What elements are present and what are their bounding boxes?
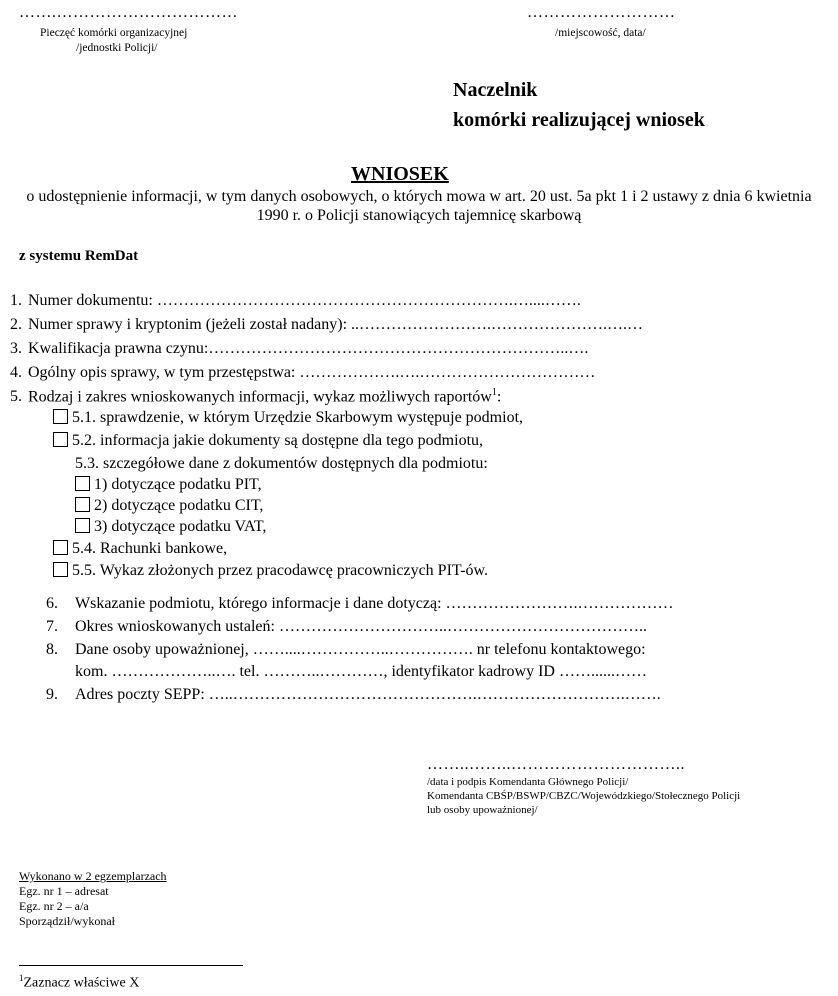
stamp-caption-1: Pieczęć komórki organizacyjnej	[40, 27, 188, 39]
addressee-line-2: komórki realizującej wniosek	[453, 109, 705, 131]
checkbox[interactable]	[53, 409, 68, 424]
item-9-text: Adres poczty SEPP: …..……………………………………….……………………….…….	[75, 686, 661, 703]
item-7-text: Okres wnioskowanych ustaleń: …………………………..………………………………..	[75, 618, 647, 635]
item-2	[0, 316, 643, 334]
item-text: Numer sprawy i kryptonim (jeżeli został nadany): ..…………………….………………….….…	[28, 316, 644, 333]
item-1	[0, 292, 581, 310]
copy-2-note: Egz. nr 2 – a/a	[19, 899, 89, 913]
item-8-text-line-1: Dane osoby upoważnionej, ……....……………..……………. nr telefonu kontaktowego:	[75, 641, 646, 658]
option-5-5[interactable]	[53, 562, 488, 580]
checkbox[interactable]	[53, 540, 68, 555]
item-number: 5.	[10, 388, 22, 406]
item-text: Kwalifikacja prawna czynu:…………………………………………………………..….	[28, 340, 589, 357]
option-5-1[interactable]	[53, 409, 523, 427]
item-8-number: 8.	[46, 641, 58, 658]
checkbox[interactable]	[75, 518, 90, 533]
footnote-rule	[19, 965, 243, 966]
stamp-dots: …….……………………………	[19, 4, 238, 21]
signature-caption-3: lub osoby upoważnionej/	[427, 804, 538, 816]
item-3	[0, 340, 588, 358]
option-label: 2) dotyczące podatku CIT,	[94, 497, 264, 514]
footnote	[19, 973, 139, 992]
signature-dots: ……..……..…………………………..	[427, 756, 685, 773]
item-9-number: 9.	[46, 686, 58, 703]
option-label: 5.5. Wykaz złożonych przez pracodawcę pracowniczych PIT-ów.	[72, 562, 489, 579]
author-note: Sporządził/wykonał	[19, 914, 115, 928]
signature-caption-1: /data i podpis Komendanta Głównego Policji/	[427, 776, 629, 788]
option-5-3-pit[interactable]	[75, 476, 262, 494]
option-label: 5.4. Rachunki bankowe,	[72, 540, 228, 557]
item-text: Ogólny opis sprawy, w tym przestępstwa: ……………….….……………………………	[28, 364, 596, 381]
option-label: 3) dotyczące podatku VAT,	[94, 518, 267, 535]
document-title: WNIOSEK	[351, 163, 449, 185]
item-text: Numer dokumentu: ………………………………………………………….…....…….	[28, 292, 581, 309]
option-5-4[interactable]	[53, 540, 227, 558]
footnote-ref: 1	[491, 387, 497, 398]
option-label: 5.2. informacja jakie dokumenty są dostępne dla tego podmiotu,	[72, 432, 484, 449]
copy-1-note: Egz. nr 1 – adresat	[19, 884, 109, 898]
item-5	[0, 387, 501, 406]
item-6-text: Wskazanie podmiotu, którego informacje i dane dotyczą: …………………….………………	[75, 595, 674, 612]
stamp-caption-2: /jednostki Policji/	[76, 42, 158, 54]
checkbox[interactable]	[53, 562, 68, 577]
option-label: 5.1. sprawdzenie, w którym Urzędzie Skarbowym występuje podmiot,	[72, 409, 524, 426]
option-5-3-vat[interactable]	[75, 518, 266, 536]
footnote-text: Zaznacz właściwe X	[23, 975, 140, 991]
item-7-number: 7.	[46, 618, 58, 635]
copies-note: Wykonano w 2 egzemplarzach	[19, 869, 167, 883]
checkbox[interactable]	[75, 497, 90, 512]
checkbox[interactable]	[53, 432, 68, 447]
option-5-3-cit[interactable]	[75, 497, 263, 515]
system-label: z systemu RemDat	[19, 248, 139, 264]
item-number: 1.	[10, 292, 22, 309]
option-label: 1) dotyczące podatku PIT,	[94, 476, 262, 493]
place-date-caption: /miejscowość, data/	[555, 27, 646, 39]
addressee-line-1: Naczelnik	[453, 79, 538, 101]
signature-caption-2: Komendanta CBŚP/BSWP/CBZC/Wojewódzkiego/Stołecznego Policji	[427, 790, 741, 802]
item-4	[0, 364, 595, 382]
document-subtitle: o udostępnienie informacji, w tym danych osobowych, o których mowa w art. 20 ust. 5a pkt 1 i 2 ustawy z dnia 6 kwietnia 1990 r. o Policji stanowiących tajemnicę skarbową	[26, 188, 812, 224]
item-text-tail: :	[496, 388, 502, 406]
item-8-text-line-2: kom. ………………..…. tel. ………..…………, identyfikator kadrowy ID ……......……	[75, 663, 647, 680]
item-number: 3.	[10, 340, 22, 357]
item-number: 4.	[10, 364, 22, 381]
option-5-2[interactable]	[53, 432, 483, 450]
item-6-number: 6.	[46, 595, 58, 612]
footnote-mark: 1	[19, 973, 24, 983]
place-date-dots: ………………………	[527, 4, 676, 21]
item-text: Rodzaj i zakres wnioskowanych informacji, wykaz możliwych raportów	[28, 388, 492, 406]
checkbox[interactable]	[75, 476, 90, 491]
option-5-3-heading: 5.3. szczegółowe dane z dokumentów dostępnych dla podmiotu:	[75, 455, 488, 472]
item-number: 2.	[10, 316, 22, 333]
